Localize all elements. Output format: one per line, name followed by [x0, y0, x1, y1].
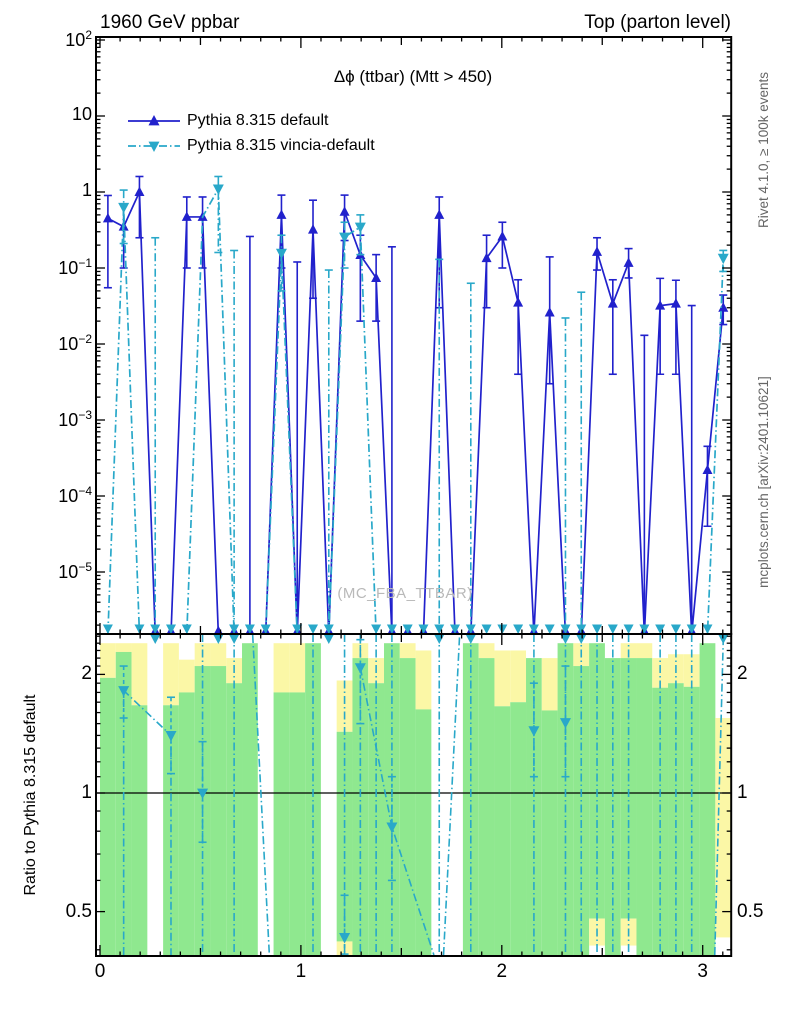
triangle-up-marker — [592, 246, 602, 256]
band-bin — [100, 643, 116, 678]
analysis-group-label: Top (parton level) — [584, 12, 731, 33]
band-bin — [242, 643, 258, 955]
triangle-down-marker — [592, 625, 602, 635]
ratio-tick-label-right: 1 — [737, 782, 748, 803]
triangle-down-marker — [103, 625, 113, 635]
triangle-up-marker — [340, 206, 350, 216]
ratio-tick-label-left: 0.5 — [65, 900, 92, 922]
triangle-down-marker — [465, 634, 476, 644]
band-bin — [116, 643, 132, 652]
triangle-up-marker — [276, 209, 286, 219]
triangle-down-marker — [134, 625, 144, 635]
band-bin — [132, 705, 148, 955]
triangle-down-marker — [229, 634, 240, 644]
triangle-down-marker — [608, 625, 618, 635]
triangle-up-marker — [671, 298, 681, 308]
band-bin — [636, 643, 652, 658]
band-bin — [542, 710, 558, 955]
triangle-up-marker — [134, 187, 144, 197]
legend-markers — [128, 115, 180, 152]
triangle-down-marker — [150, 634, 161, 644]
y-axis-tick-label: $10^{-1}$ — [58, 256, 92, 278]
band-bin — [494, 706, 510, 955]
triangle-up-marker — [513, 297, 523, 307]
legend-label-pythia-default: Pythia 8.315 default — [187, 112, 329, 129]
band-bin — [479, 643, 495, 658]
triangle-down-marker — [545, 625, 555, 635]
triangle-up-marker — [308, 224, 318, 234]
ratio-tick-label-right: 2 — [737, 663, 748, 685]
x-axis-tick-label: 3 — [697, 961, 708, 982]
band-bin — [700, 643, 716, 955]
triangle-down-marker — [576, 634, 587, 644]
band-bin — [179, 692, 195, 955]
band-bin — [510, 702, 526, 955]
x-axis-tick-label: 1 — [295, 961, 307, 982]
band-bin — [100, 678, 116, 955]
triangle-up-marker — [545, 307, 555, 317]
triangle-down-marker — [118, 203, 129, 213]
plot-title: Δϕ (ttbar) (Mtt > 450) — [333, 67, 493, 86]
triangle-down-marker — [355, 223, 366, 233]
y-axis-tick-label: $10^{-3}$ — [58, 408, 92, 430]
y-axis-tick-label: $10^{-5}$ — [58, 560, 92, 582]
ratio-tick-label-left: 1 — [81, 782, 92, 803]
band-bin — [163, 643, 179, 705]
x-axis-tick-label: 0 — [94, 961, 106, 982]
y-axis-tick-label: $10^{-4}$ — [58, 484, 92, 506]
band-bin — [400, 643, 416, 658]
ratio-tick-label-right: 0.5 — [737, 900, 764, 922]
y-axis-tick-label: 1 — [81, 180, 92, 200]
triangle-down-marker — [482, 625, 492, 635]
y-axis-tick-label: 10 — [71, 104, 92, 124]
triangle-down-marker — [276, 249, 287, 259]
ratio-uncertainty-bands — [100, 643, 731, 955]
band-bin — [636, 658, 652, 955]
band-bin — [179, 660, 195, 693]
ratio-axis-title: Ratio to Pythia 8.315 default — [22, 694, 39, 896]
band-bin — [210, 643, 226, 666]
band-bin — [132, 643, 148, 705]
triangle-down-marker — [339, 233, 350, 243]
triangle-down-marker — [323, 634, 334, 644]
triangle-down-marker — [308, 625, 318, 635]
x-axis-tick-label: 2 — [496, 961, 508, 982]
triangle-up-marker — [624, 257, 634, 267]
band-bin — [400, 658, 416, 955]
band-bin — [305, 643, 321, 955]
band-bin — [274, 692, 290, 955]
triangle-up-marker — [718, 302, 728, 312]
triangle-down-marker — [213, 184, 224, 194]
triangle-down-marker — [655, 625, 665, 635]
ratio-tick-label-left: 2 — [81, 663, 92, 685]
band-bin — [542, 658, 558, 710]
triangle-up-marker — [702, 464, 712, 474]
legend-label-pythia-vincia: Pythia 8.315 vincia-default — [187, 137, 375, 154]
triangle-down-marker — [213, 634, 224, 644]
triangle-down-marker — [434, 634, 445, 644]
triangle-up-marker — [497, 231, 507, 241]
y-axis-tick-label: $10^2$ — [65, 28, 92, 50]
triangle-down-marker — [624, 625, 634, 635]
triangle-down-marker — [718, 254, 729, 264]
series-line — [108, 189, 723, 634]
watermark-label: (MC_FBA_TTBAR) — [337, 585, 473, 602]
triangle-up-marker — [103, 213, 113, 223]
triangle-down-marker — [434, 625, 444, 635]
beam-energy-label: 1960 GeV ppbar — [100, 12, 240, 33]
band-bin — [416, 650, 432, 709]
band-bin — [289, 643, 305, 692]
band-bin — [289, 692, 305, 955]
rivet-version-caption: Rivet 4.1.0, ≥ 100k events — [756, 72, 771, 228]
band-bin — [494, 650, 510, 706]
band-bin — [510, 650, 526, 702]
band-bin — [210, 666, 226, 955]
triangle-down-marker — [702, 625, 712, 635]
series-default — [103, 176, 728, 634]
triangle-up-marker — [434, 209, 444, 219]
y-axis-tick-label: $10^{-2}$ — [58, 332, 92, 354]
band-bin — [274, 643, 290, 692]
band-bin — [479, 658, 495, 955]
triangle-down-marker — [182, 625, 192, 635]
band-bin — [416, 709, 432, 955]
band-bin — [463, 643, 479, 955]
triangle-up-marker — [608, 298, 618, 308]
mcplots-arxiv-caption: mcplots.cern.ch [arXiv:2401.10621] — [756, 376, 771, 588]
triangle-down-marker — [371, 625, 381, 635]
triangle-down-marker — [671, 625, 681, 635]
